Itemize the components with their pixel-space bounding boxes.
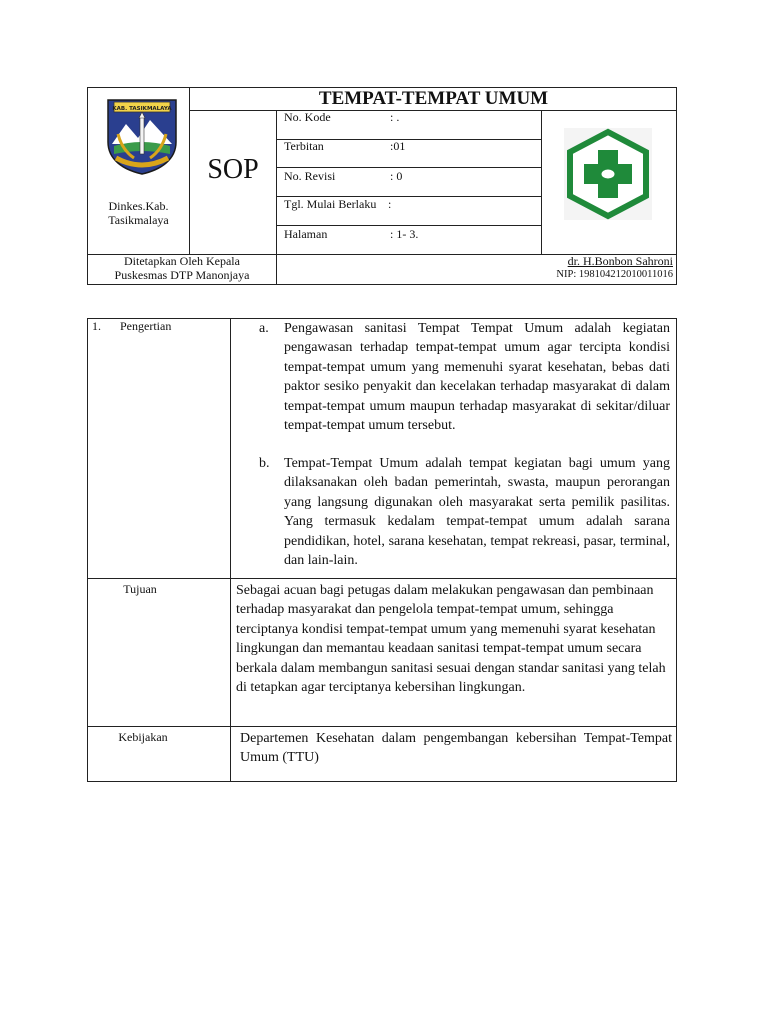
district-emblem-icon: [104, 98, 180, 176]
puskesmas-logo-icon: [564, 128, 652, 220]
field-label: Terbitan: [284, 139, 324, 153]
field-label: No. Revisi: [284, 169, 336, 183]
pengertian-item-b: Tempat-Tempat Umum adalah tempat kegiatan bagi umum yang dilaksanakan oleh badan pemerintah, swasta, maupun perorangan yang langsung digunakan oleh masyarakat serta pemilik pasilitas. Yang termasuk kedalam tempat-tempat umum adalah sarana pendidikan, hotel, sarana kesehatan, tempat rekreasi, pasar, terminal, dan lain-lain.: [284, 456, 670, 569]
field-no-revisi: [284, 169, 335, 183]
kebijakan-text: Departemen Kesehatan dalam pengembangan kebersihan Tempat-Tempat Umum (TTU): [240, 731, 672, 766]
field-value: : .: [390, 110, 400, 124]
field-tgl-mulai-berlaku: [284, 197, 376, 211]
field-value: :01: [390, 139, 406, 153]
established-by: [88, 254, 276, 282]
tujuan-text: Sebagai acuan bagi petugas dalam melakukan pengawasan dan pembinaan terhadap masyarakat dan pengelola tempat-tempat umum, sehingga terciptanya kondisi tempat-tempat umum yang memenuhi syarat kesehatan lingkungan dan memantau keadaan sanitasi tempat-tempat umum secara berkala dalam membangun sanitasi sesuai dengan standar sanitasi yang telah di tetapkan agar terciptanya kebersihan lingkungan.: [236, 583, 666, 696]
field-halaman: [284, 227, 327, 241]
org-line-2: Tasikmalaya: [108, 213, 169, 227]
field-label: Tgl. Mulai Berlaku: [284, 197, 377, 211]
divider: [87, 578, 677, 579]
signatory: [542, 254, 673, 282]
organization-name: [88, 199, 189, 227]
field-label: Halaman: [284, 227, 328, 241]
signer-nip: NIP: 198104212010011016: [556, 269, 673, 280]
divider: [230, 318, 231, 782]
divider: [189, 110, 677, 111]
established-line-2: Puskesmas DTP Manonjaya: [114, 268, 250, 282]
section-label-pengertian: Pengertian: [120, 319, 172, 333]
divider: [276, 167, 541, 168]
field-value: :: [388, 197, 392, 211]
sop-label: SOP: [207, 154, 259, 185]
divider: [276, 225, 541, 226]
signer-name: dr. H.Bonbon Sahroni: [567, 254, 673, 268]
field-label: No. Kode: [284, 110, 331, 124]
list-marker: a.: [259, 321, 269, 336]
emblem-banner-text: KAB. TASIKMALAYA: [112, 106, 172, 112]
section-label-kebijakan: Kebijakan: [118, 730, 168, 744]
org-line-1: Dinkes.Kab.: [108, 199, 169, 213]
divider: [276, 110, 277, 285]
established-line-1: Ditetapkan Oleh Kepala: [124, 254, 240, 268]
page-title: TEMPAT-TEMPAT UMUM: [318, 88, 549, 109]
field-value: : 0: [390, 169, 403, 183]
pengertian-item-a: Pengawasan sanitasi Tempat Tempat Umum adalah kegiatan pengawasan terhadap tempat-tempat umum agar tercipta kondisi tempat-tempat umum yang memenuhi syarat kesehatan, bebas dati paktor sesiko penyakit dan kecelakan terhadap masyarakat di dalam tempat-tempat umum maupun terhadap masyarakat di sekitar/diluar tempat-tempat umum tersebut.: [284, 321, 670, 434]
section-number: 1.: [92, 319, 101, 333]
field-no-kode: [284, 110, 331, 124]
divider: [87, 726, 677, 727]
list-marker: b.: [259, 456, 270, 471]
field-terbitan: [284, 139, 324, 153]
field-value: : 1- 3.: [390, 227, 419, 241]
section-label-tujuan: Tujuan: [123, 582, 157, 596]
divider: [541, 110, 542, 254]
